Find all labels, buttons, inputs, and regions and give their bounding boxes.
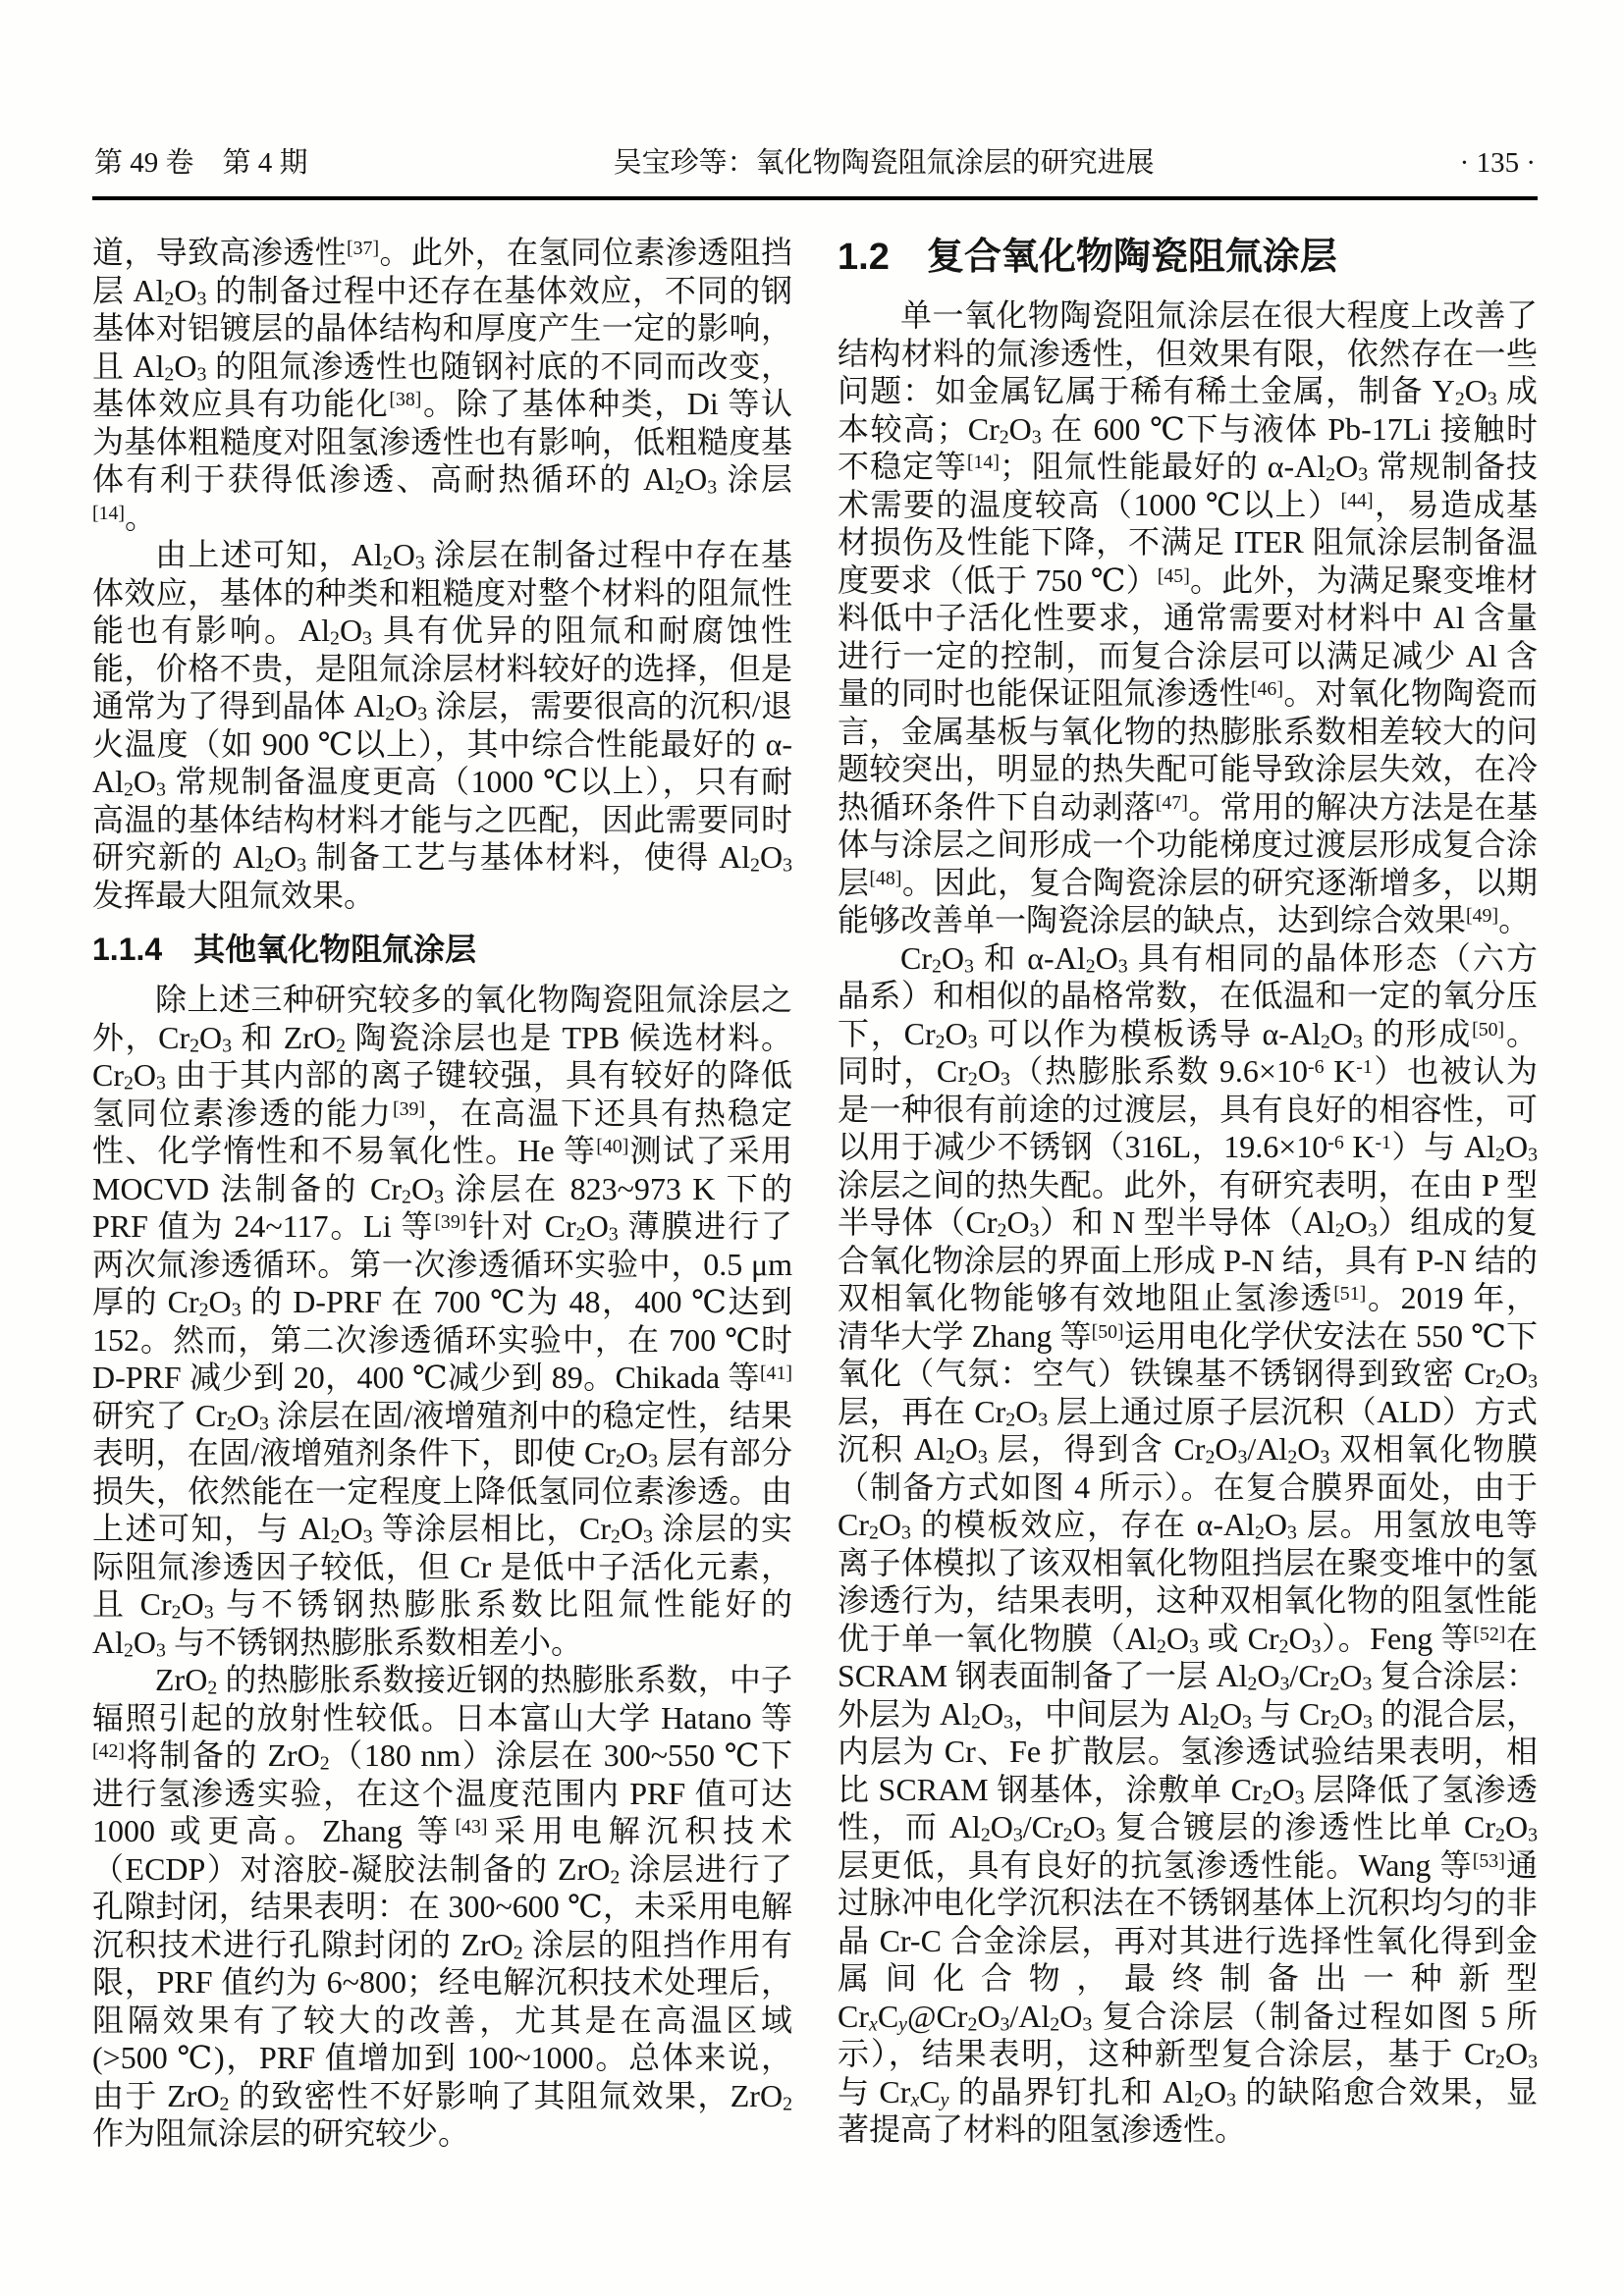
paragraph-al2o3-summary: 由上述可知，$Al_2O_3$ 涂层在制备过程中存在基体效应，基体的种类和粗糙度对整个材料的阻氚性能也有影响。$Al_2O_3$ 具有优异的阻氚和耐腐蚀性能，价格不贵，是阻氚涂层材料较好的选择，但是通常为了得到晶体 $Al_2O_3$ 涂层，需要很高的沉积/退火温度（如 900 ℃以上），其中综合性能最好的 $\alpha-Al_2O_3$ 常规制备温度更高（1000 ℃以上），只有耐高温的基体结构材料才能与之匹配，因此需要同时研究新的 $Al_2O_3$ 制备工艺与基体材料，使得 $Al_2O_3$ 发挥最大阻氚效果。 (92, 537, 792, 913)
section-heading-1-1-4: 1.1.4 其他氧化物阻氚涂层 (92, 932, 477, 967)
right-column (838, 234, 1538, 2153)
left-column (92, 234, 792, 2153)
running-head-title: 吴宝珍等：氧化物陶瓷阻氚涂层的研究进展 (613, 147, 1155, 179)
page-number: · 135 · (1459, 147, 1536, 179)
paragraph-dual-phase-oxides: $Cr_2O_3$ 和 $\alpha-Al_2O_3$ 具有相同的晶体形态（六方晶系）和相似的晶格常数，在低温和一定的氧分压下，$Cr_2O_3$ 可以作为模板诱导 $\alpha-Al_2O_3$ 的形成[50]。同时，$Cr_2O_3$（热膨胀系数 $9.6\times 10^{-6}$ $K^{-1}$）也被认为是一种很有前途的过渡层，具有良好的相容性，可以用于减少不锈钢（316L，$19.6\times 10^{-6}$ $K^{-1}$）与 $Al_2O_3$ 涂层之间的热失配。此外，有研究表明，在由 P 型半导体$(Cr_2O_3)$和 N 型半导体$(Al_2O_3)$组成的复合氧化物涂层的界面上形成 P-N 结，具有 P-N 结的双相氧化物能够有效地阻止氢渗透[51]。2019 年，清华大学 Zhang 等[50]运用电化学伏安法在 550 ℃下氧化（气氛：空气）铁镍基不锈钢得到致密 $Cr_2O_3$ 层，再在 $Cr_2O_3$ 层上通过原子层沉积（ALD）方式沉积 $Al_2O_3$ 层，得到含 $Cr_2O_3/Al_2O_3$ 双相氧化物膜（制备方式如图 4 所示）。在复合膜界面处，由于 $Cr_2O_3$ 的模板效应，存在 $\alpha-Al_2O_3$ 层。用氢放电等离子体模拟了该双相氧化物阻挡层在聚变堆中的氢渗透行为，结果表明，这种双相氧化物的阻氢性能优于单一氧化物膜（$Al_2O_3$ 或 $Cr_2O_3$）。Feng 等[52]在 SCRAM 钢表面制备了一层 $Al_2O_3/Cr_2O_3$ 复合涂层：外层为 $Al_2O_3$，中间层为 $Al_2O_3$ 与 $Cr_2O_3$ 的混合层，内层为 Cr、Fe 扩散层。氢渗透试验结果表明，相比 SCRAM 钢基体，涂敷单 $Cr_2O_3$ 层降低了氢渗透性，而 $Al_2O_3/Cr_2O_3$ 复合镀层的渗透性比单 $Cr_2O_3$ 层更低，具有良好的抗氢渗透性能。Wang 等[53]通过脉冲电化学沉积法在不锈钢基体上沉积均匀的非晶 Cr-C 合金涂层，再对其进行选择性氧化得到金属间化合物，最终制备出一种新型 $Cr_xC_y@Cr_2O_3/Al_2O_3$ 复合涂层（制备过程如图 5 所示），结果表明，这种新型复合涂层，基于 $Cr_2O_3$ 与 $Cr_xC_y$ 的晶界钉扎和 $Al_2O_3$ 的缺陷愈合效果，显著提高了材料的阻氢渗透性。 (838, 939, 1538, 2147)
paragraph-zro2: ZrO$_2$ 的热膨胀系数接近钢的热膨胀系数，中子辐照引起的放射性较低。日本富山大学 Hatano 等[42]将制备的 ZrO$_2$（180 nm）涂层在 300~550 ℃下进行氢渗透实验，在这个温度范围内 PRF 值可达 1000 或更高。Zhang 等[43]采用电解沉积技术（ECDP）对溶胶-凝胶法制备的 ZrO$_2$ 涂层进行了孔隙封闭，结果表明：在 300~600 ℃，未采用电解沉积技术进行孔隙封闭的 ZrO$_2$ 涂层的阻挡作用有限，PRF 值约为 6~800；经电解沉积技术处理后，阻隔效果有了较大的改善，尤其是在高温区域(>500 ℃)，PRF 值增加到 100~1000。总体来说，由于 ZrO$_2$ 的致密性不好影响了其阻氚效果，ZrO$_2$ 作为阻氚涂层的研究较少。 (92, 1662, 792, 2151)
paragraph-other-oxides-cr2o3: 除上述三种研究较多的氧化物陶瓷阻氚涂层之外，$Cr_2O_3$ 和 ZrO$_2$ 陶瓷涂层也是 TPB 候选材料。$Cr_2O_3$ 由于其内部的离子键较强，具有较好的降低氢同位素渗透的能力[39]，在高温下还具有热稳定性、化学惰性和不易氧化性。He 等[40]测试了采用 MOCVD 法制备的 $Cr_2O_3$ 涂层在 823~973 K 下的 PRF 值为 24~117。Li 等[39]针对 $Cr_2O_3$ 薄膜进行了两次氚渗透循环。第一次渗透循环实验中，0.5 μm 厚的 $Cr_2O_3$ 的 D-PRF 在 700 ℃为 48，400 ℃达到 152。然而，第二次渗透循环实验中，在 700 ℃时 D-PRF 减少到 20，400 ℃减少到 89。Chikada 等[41]研究了 $Cr_2O_3$ 涂层在固/液增殖剂中的稳定性，结果表明，在固/液增殖剂条件下，即使 $Cr_2O_3$ 层有部分损失，依然能在一定程度上降低氢同位素渗透。由上述可知，与 $Al_2O_3$ 等涂层相比，$Cr_2O_3$ 涂层的实际阻氚渗透因子较低，但 Cr 是低中子活化元素，且 $Cr_2O_3$ 与不锈钢热膨胀系数比阻氚性能好的 $Al_2O_3$ 与不锈钢热膨胀系数相差小。 (92, 982, 792, 1662)
paragraph-substrate-effect: 道，导致高渗透性[37]。此外，在氢同位素渗透阻挡层 $Al_2O_3$ 的制备过程中还存在基体效应，不同的钢基体对铝镀层的晶体结构和厚度产生一定的影响，且 $Al_2O_3$ 的阻氚渗透性也随钢衬底的不同而改变，基体效应具有功能化[38]。除了基体种类，Di 等认为基体粗糙度对阻氢渗透性也有影响，低粗糙度基体有利于获得低渗透、高耐热循环的 $Al_2O_3$ 涂层[14]。 (92, 235, 792, 535)
journal-volume-issue: 第 49 卷 第 4 期 (94, 147, 308, 179)
section-heading-1-2: 1.2 复合氧化物陶瓷阻氚涂层 (838, 237, 1337, 278)
running-head (92, 145, 1538, 200)
paragraph-composite-intro: 单一氧化物陶瓷阻氚涂层在很大程度上改善了结构材料的氚渗透性，但效果有限，依然存在一些问题：如金属钇属于稀有稀土金属，制备 $Y_2O_3$ 成本较高；$Cr_2O_3$ 在 600 ℃下与液体 Pb-17Li 接触时不稳定等[14]；阻氚性能最好的 $\alpha-Al_2O_3$ 常规制备技术需要的温度较高（1000 ℃以上）[44]，易造成基材损伤及性能下降，不满足 ITER 阻氚涂层制备温度要求（低于 750 ℃）[45]。此外，为满足聚变堆材料低中子活化性要求，通常需要对材料中 Al 含量进行一定的控制，而复合涂层可以满足减少 Al 含量的同时也能保证阻氚渗透性[46]。对氧化物陶瓷而言，金属基板与氧化物的热膨胀系数相差较大的问题较突出，明显的热失配可能导致涂层失效，在冷热循环条件下自动剥落[47]。常用的解决方法是在基体与涂层之间形成一个功能梯度过渡层形成复合涂层[48]。因此，复合陶瓷涂层的研究逐渐增多，以期能够改善单一陶瓷涂层的缺点，达到综合效果[49]。 (838, 297, 1538, 937)
two-column-body (92, 234, 1538, 2153)
